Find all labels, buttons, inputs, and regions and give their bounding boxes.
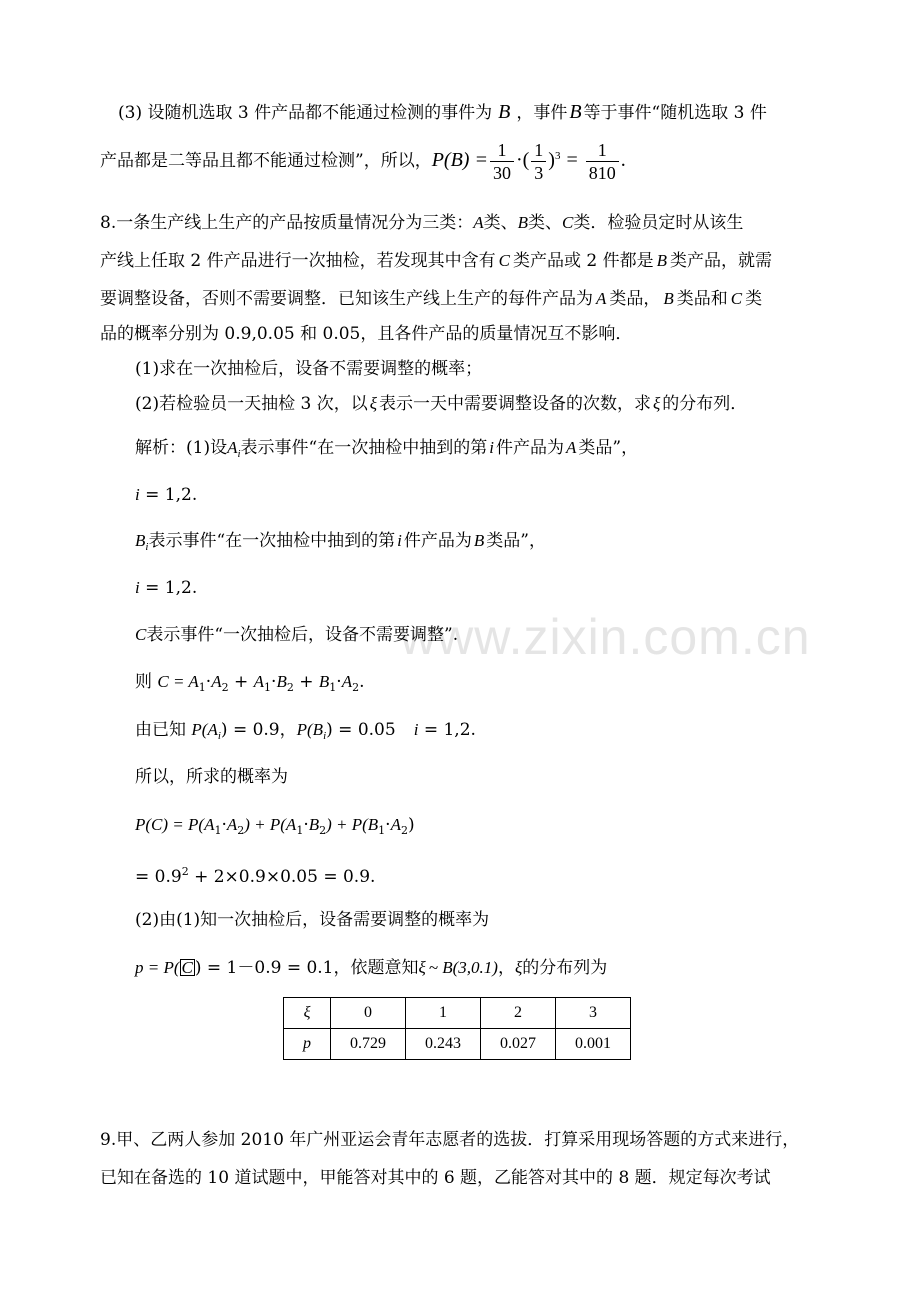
- text: 类产品或 2 件都是: [512, 251, 654, 271]
- op: +: [293, 672, 319, 692]
- subscript: 2: [400, 824, 408, 837]
- exponent: 2: [181, 865, 189, 878]
- q8-line-3: [100, 288, 762, 310]
- frac-num: 1: [586, 139, 619, 162]
- solution-line-6: [135, 671, 365, 699]
- text: 解析：(1)设: [135, 438, 228, 458]
- var-b: B: [135, 531, 146, 550]
- solution-line-10: [135, 861, 375, 888]
- text: ，: [279, 720, 297, 740]
- solution-line-12: [135, 957, 607, 979]
- text: 产品都是二等品且都不能通过检测”，所以，: [100, 151, 432, 171]
- var-a: A: [227, 438, 238, 457]
- formula: C = A: [157, 672, 199, 691]
- exponent: 3: [554, 150, 561, 162]
- text: 类品，: [609, 289, 661, 309]
- subscript: 2: [286, 681, 294, 694]
- var-a: A: [596, 289, 607, 308]
- text: 由已知: [135, 720, 186, 740]
- q8-line-2: [100, 250, 772, 272]
- var-i: i: [135, 578, 140, 597]
- var-a: A: [341, 672, 353, 691]
- text: 表示一天中需要调整设备的次数，求: [379, 394, 651, 414]
- solution-line-8: 所以，所求的概率为: [135, 767, 288, 787]
- var-i: i: [135, 485, 140, 504]
- subscript: i: [237, 448, 241, 460]
- subscript: 1: [296, 824, 304, 837]
- formula: ) + P(B: [326, 815, 379, 834]
- q8-subquestion-2: [135, 393, 747, 415]
- formula: ) = 1－0.9 = 0.1: [194, 958, 334, 978]
- var-b: B: [656, 251, 667, 270]
- var-xi: ξ: [418, 958, 426, 977]
- var-b: B: [569, 101, 582, 123]
- text: 类品”，: [578, 438, 639, 458]
- text: ，: [497, 958, 515, 978]
- formula-lhs: P(B) =: [431, 149, 488, 171]
- solution-line-9: [135, 814, 415, 842]
- op: ·: [336, 672, 342, 692]
- fraction: [490, 139, 514, 184]
- var-b: B: [308, 815, 320, 834]
- text: 类、: [483, 213, 518, 233]
- op: ·: [205, 672, 212, 692]
- solution-line-5: [135, 624, 458, 646]
- formula: P(B: [296, 720, 324, 739]
- text: 要调整设备，否则不需要调整．已知该生产线上生产的每件产品为: [100, 289, 593, 309]
- solution-line-1: [135, 437, 638, 465]
- var-c: C: [730, 289, 743, 308]
- table-cell: p: [284, 1029, 331, 1060]
- subscript: 2: [352, 681, 360, 694]
- text: 的分布列．: [662, 394, 748, 414]
- subscript: 2: [221, 681, 229, 694]
- text: 产线上任取 2 件产品进行一次抽检，若发现其中含有: [100, 251, 496, 271]
- formula: = 0.9: [135, 867, 182, 887]
- text: 则: [135, 672, 152, 692]
- text: 类产品，就需: [669, 251, 772, 271]
- formula: P(A: [191, 720, 218, 739]
- formula-pb: [431, 139, 626, 183]
- op: +: [228, 672, 254, 692]
- text: (3) 设随机选取 3 件产品都不能通过检测的事件为: [118, 103, 493, 123]
- text: 件产品为: [495, 438, 564, 458]
- var-a: A: [390, 815, 401, 834]
- frac-den: 3: [534, 162, 544, 183]
- subscript: 1: [329, 681, 337, 694]
- table-cell: 1: [406, 998, 481, 1029]
- q9-line-1: 9.甲、乙两人参加 2010 年广州亚运会青年志愿者的选拔．打算采用现场答题的方式来进行，: [100, 1130, 800, 1150]
- var-b: B: [663, 289, 674, 308]
- subscript: 1: [214, 824, 222, 837]
- subscript: 1: [378, 824, 386, 837]
- subscript: i: [217, 730, 221, 742]
- part3-line-2: [100, 128, 626, 184]
- solution-line-3: [135, 530, 546, 558]
- q8-subquestion-1: (1)求在一次抽检后，设备不需要调整的概率；: [135, 359, 483, 379]
- var-a: A: [473, 213, 484, 232]
- table-cell: 3: [556, 998, 631, 1029]
- subscript: i: [145, 541, 149, 553]
- var-a: A: [211, 672, 222, 691]
- table-cell: 2: [481, 998, 556, 1029]
- formula: = 1,2.: [423, 720, 476, 740]
- text: 表示事件“在一次抽检中抽到的第: [240, 438, 488, 458]
- op: ·: [221, 815, 227, 835]
- text: = 1,2.: [145, 485, 198, 505]
- table-cell: 0.243: [406, 1029, 481, 1060]
- table-cell: 0.729: [331, 1029, 406, 1060]
- table-cell: 0.001: [556, 1029, 631, 1060]
- formula: ) + P(A: [244, 815, 297, 834]
- watermark: www.zixin.com.cn: [400, 609, 811, 665]
- q9-line-2: 已知在备选的 10 道试题中，甲能答对其中的 6 题，乙能答对其中的 8 题．规定每次考试: [100, 1168, 771, 1188]
- text: 的分布列为: [522, 958, 608, 978]
- subscript: i: [323, 730, 327, 742]
- formula: + 2×0.9×0.05 = 0.9.: [188, 867, 376, 887]
- var-xi: ξ: [653, 394, 661, 413]
- formula-op: ): [548, 149, 555, 171]
- complement-c: C: [181, 958, 193, 977]
- fraction: [531, 139, 546, 184]
- formula: ~ B(3,0.1): [428, 958, 498, 977]
- q8-line-4: 品的概率分别为 0.9,0.05 和 0.05，且各件产品的质量情况互不影响．: [100, 324, 633, 344]
- table-cell: ξ: [284, 998, 331, 1029]
- fraction: [586, 139, 619, 184]
- op: ·: [303, 815, 309, 835]
- table-row: [284, 998, 631, 1029]
- solution-line-11: (2)由(1)知一次抽检后，设备需要调整的概率为: [135, 910, 490, 930]
- formula-op: ·(: [515, 149, 530, 171]
- var-b: B: [498, 101, 511, 123]
- text: 8.一条生产线上生产的产品按质量情况分为三类：: [100, 213, 474, 233]
- q8-line-1: [100, 212, 743, 234]
- text: 类．检验员定时从该生: [573, 213, 744, 233]
- frac-num: 1: [490, 139, 514, 162]
- var-i: i: [489, 438, 494, 457]
- var-b: B: [517, 213, 528, 232]
- solution-line-4: [135, 577, 197, 599]
- formula-op: =: [566, 149, 578, 171]
- frac-num: 1: [531, 139, 546, 162]
- formula: ) = 0.9: [220, 720, 280, 740]
- var-xi: ξ: [514, 958, 523, 977]
- var-a: A: [253, 672, 265, 691]
- part3-line-1: [118, 101, 767, 124]
- frac-den: 30: [492, 162, 511, 183]
- var-a: A: [226, 815, 238, 834]
- var-xi: ξ: [369, 394, 377, 413]
- table-row: [284, 1029, 631, 1060]
- text: (2)若检验员一天抽检 3 次，以: [135, 394, 368, 414]
- text: 类: [745, 289, 763, 309]
- table-cell: 0: [331, 998, 406, 1029]
- var-c: C: [562, 213, 574, 232]
- op: ·: [271, 672, 277, 692]
- formula: P(C) = P(A: [135, 815, 215, 834]
- text: 类品”，: [486, 531, 546, 551]
- text: 件产品为: [403, 531, 472, 551]
- formula: ): [407, 815, 415, 835]
- text: ，依题意知: [333, 958, 419, 978]
- text: 表示事件“在一次抽检中抽到的第: [148, 531, 396, 551]
- text: 类、: [528, 213, 562, 233]
- table-cell: 0.027: [481, 1029, 556, 1060]
- distribution-table: [283, 997, 631, 1060]
- var-b: B: [276, 672, 287, 691]
- formula-op: .: [620, 149, 626, 171]
- text: ，事件: [516, 103, 568, 123]
- subscript: 1: [264, 681, 272, 694]
- formula: ) = 0.05: [326, 720, 396, 740]
- text: 类品和: [676, 289, 728, 309]
- var-b: B: [473, 531, 485, 550]
- solution-line-7: [135, 719, 476, 747]
- var-i: i: [397, 531, 402, 550]
- text: 表示事件“一次抽检后，设备不需要调整”.: [146, 625, 459, 645]
- var-c: C: [498, 251, 510, 270]
- var-a: A: [565, 438, 577, 457]
- var-b: B: [318, 672, 330, 691]
- solution-line-2: [135, 484, 197, 506]
- var-i: i: [413, 720, 419, 739]
- op: .: [359, 672, 365, 692]
- text: = 1,2.: [145, 578, 198, 598]
- op: ·: [385, 815, 391, 835]
- var-c: C: [135, 625, 147, 644]
- subscript: 1: [198, 681, 206, 694]
- subscript: 2: [237, 824, 245, 837]
- text: 等于事件“随机选取 3 件: [583, 103, 767, 123]
- subscript: 2: [319, 824, 327, 837]
- frac-den: 810: [588, 162, 616, 183]
- formula: p = P(: [135, 958, 180, 977]
